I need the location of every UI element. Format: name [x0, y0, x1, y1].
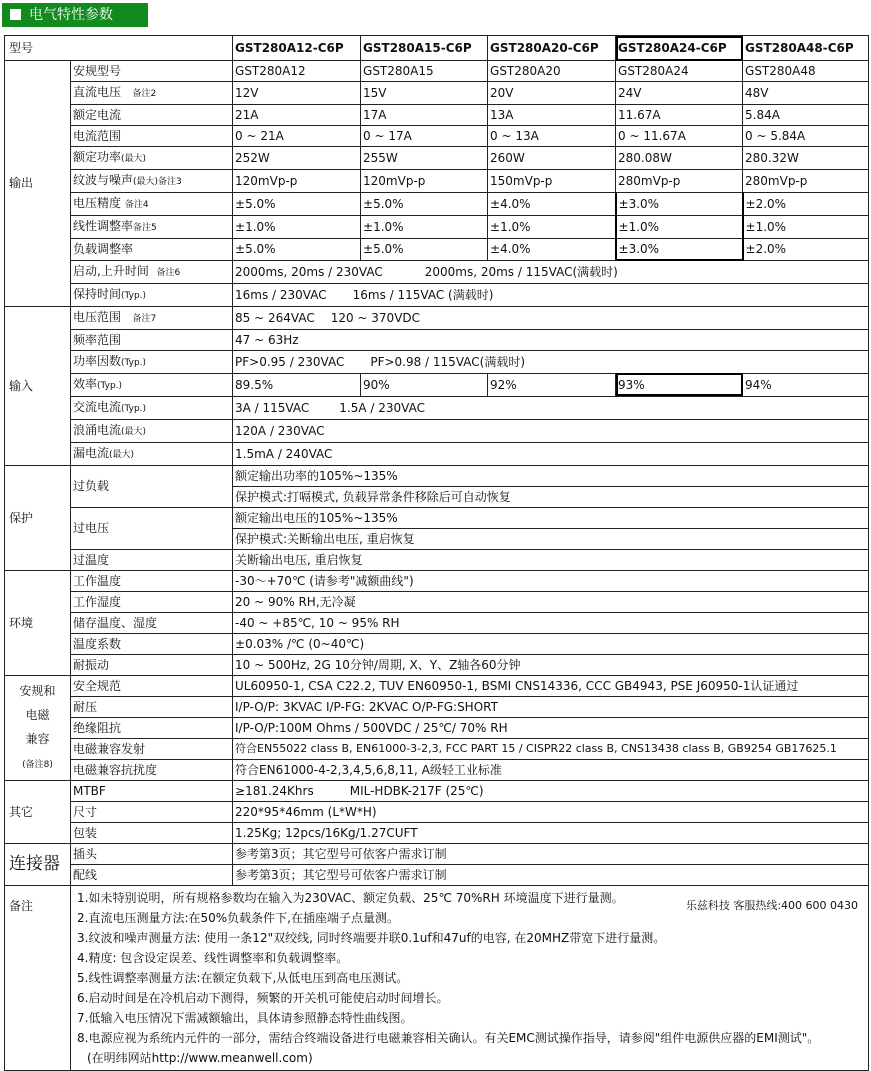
value-cell: 关断输出电压, 重启恢复 [233, 549, 869, 570]
label-note: 备注7 [132, 313, 157, 324]
value-cell: 280mVp-p [616, 170, 743, 193]
value-cell: 89.5% [233, 373, 361, 396]
value-cell: ±4.0% [488, 193, 616, 216]
model-cell: GST280A48-C6P [743, 36, 869, 61]
row-label [71, 170, 233, 193]
row-label [71, 350, 233, 373]
value-cell: 47 ~ 63Hz [233, 329, 869, 350]
value-cell [233, 396, 869, 419]
row-label: 温度系数 [71, 633, 233, 654]
label-text: 直流电压 [73, 85, 122, 99]
row-label [71, 396, 233, 419]
row-label: 绝缘阻抗 [71, 717, 233, 738]
row-label: 过电压 [71, 507, 233, 549]
row-label [71, 216, 233, 239]
value-cell: 13A [488, 105, 616, 126]
model-label: 型号 [5, 36, 233, 61]
value-part: ≥181.24Khrs [235, 783, 314, 798]
value-cell: GST280A12 [233, 61, 361, 82]
value-cell: 保护模式:打嗝模式, 负载异常条件移除后可自动恢复 [233, 486, 869, 507]
row-label: 工作湿度 [71, 591, 233, 612]
label-text: 保持时间 [73, 286, 122, 301]
note-item: 7.低输入电压情况下需减额输出，具体请参照静态特性曲线图。 [77, 1010, 413, 1025]
value-cell: 280mVp-p [743, 170, 869, 193]
row-label: 耐压 [71, 696, 233, 717]
category-safety-emc [5, 675, 71, 780]
section-title: 电气特性参数 [29, 7, 113, 23]
value-cell: ±1.0% [616, 216, 743, 239]
value-cell: 15V [361, 82, 488, 105]
value-cell: GST280A15 [361, 61, 488, 82]
row-label [71, 419, 233, 442]
value-part: 85 ~ 264VAC [235, 310, 315, 325]
label-text: 额定功率 [73, 150, 122, 164]
value-part: 1.5A / 230VAC [339, 400, 425, 415]
value-cell: I/P-O/P: 3KVAC I/P-FG: 2KVAC O/P-FG:SHORT [233, 696, 869, 717]
value-cell: 额定输出功率的105%~135% [233, 465, 869, 486]
label-text: 电压精度 [73, 196, 122, 210]
row-label [71, 442, 233, 465]
value-cell: 252W [233, 147, 361, 170]
row-label: MTBF [71, 780, 233, 801]
value-cell: 参考第3页；其它型号可依客户需求订制 [233, 864, 869, 885]
value-cell: 93% [616, 373, 743, 396]
row-label [71, 82, 233, 105]
label-text: 交流电流 [73, 399, 122, 414]
row-label: 尺寸 [71, 801, 233, 822]
value-cell: 150mVp-p [488, 170, 616, 193]
category-connector: 连接器 [5, 843, 71, 885]
row-label: 包装 [71, 822, 233, 843]
value-cell: 1.5mA / 240VAC [233, 442, 869, 465]
row-label: 负载调整率 [71, 239, 233, 261]
value-cell: ±2.0% [743, 193, 869, 216]
value-cell: 120A / 230VAC [233, 419, 869, 442]
value-cell: ±4.0% [488, 239, 616, 261]
value-part: PF>0.95 / 230VAC [235, 354, 345, 369]
label-note: (Typ.) [121, 290, 147, 301]
category-output: 输出 [5, 61, 71, 307]
value-cell: ±5.0% [233, 239, 361, 261]
value-part: 2000ms, 20ms / 115VAC(满载时) [424, 264, 618, 279]
value-part: PF>0.98 / 115VAC(满载时) [370, 354, 525, 369]
row-label [71, 283, 233, 306]
value-cell: 255W [361, 147, 488, 170]
value-cell: ±5.0% [233, 193, 361, 216]
value-cell: 21A [233, 105, 361, 126]
model-cell: GST280A12-C6P [233, 36, 361, 61]
value-cell: 符合EN55022 class B, EN61000-3-2,3, FCC PART 15 / CISPR22 class B, CNS13438 class B, GB9254 GB17625.1 [233, 738, 869, 759]
model-cell: GST280A24-C6P [616, 36, 743, 61]
label-text: 效率 [73, 376, 98, 391]
value-cell [233, 350, 869, 373]
value-cell: 92% [488, 373, 616, 396]
value-part: 3A / 115VAC [235, 400, 310, 415]
category-note: (备注8) [22, 759, 53, 770]
label-text: 漏电流 [73, 445, 110, 460]
category-environment: 环境 [5, 570, 71, 675]
value-cell: ±3.0% [616, 239, 743, 261]
value-part: 16ms / 230VAC [235, 287, 327, 302]
value-cell: 24V [616, 82, 743, 105]
row-label: 电磁兼容抗扰度 [71, 759, 233, 780]
section-header [2, 3, 148, 27]
value-cell: 5.84A [743, 105, 869, 126]
row-label: 安规型号 [71, 61, 233, 82]
category-line: 安规和 [19, 683, 56, 698]
note-item: (在明纬网站http://www.meanwell.com) [87, 1050, 313, 1065]
row-label: 电磁兼容发射 [71, 738, 233, 759]
value-cell: 120mVp-p [361, 170, 488, 193]
notes-block [71, 885, 869, 1070]
row-label: 耐振动 [71, 654, 233, 675]
value-cell: GST280A48 [743, 61, 869, 82]
value-cell: 11.67A [616, 105, 743, 126]
value-cell: ±5.0% [361, 193, 488, 216]
note-item: 5.线性调整率测量方法:在额定负载下,从低电压到高电压测试。 [77, 970, 409, 985]
row-label: 过负载 [71, 465, 233, 507]
value-cell: ±1.0% [743, 216, 869, 239]
label-note: (Typ.) [97, 380, 123, 391]
value-cell: 保护模式:关断输出电压, 重启恢复 [233, 528, 869, 549]
row-label: 储存温度、湿度 [71, 612, 233, 633]
value-cell: 0 ~ 17A [361, 126, 488, 147]
category-notes: 备注 [5, 885, 71, 1070]
value-cell: GST280A20 [488, 61, 616, 82]
value-cell: 0 ~ 21A [233, 126, 361, 147]
value-cell: 20V [488, 82, 616, 105]
row-label: 额定电流 [71, 105, 233, 126]
value-cell: 0 ~ 5.84A [743, 126, 869, 147]
value-cell: 参考第3页；其它型号可依客户需求订制 [233, 843, 869, 864]
value-cell: 280.32W [743, 147, 869, 170]
value-cell: UL60950-1, CSA C22.2, TUV EN60950-1, BSMI CNS14336, CCC GB4943, PSE J60950-1认证通过 [233, 675, 869, 696]
value-cell: 94% [743, 373, 869, 396]
category-line: 兼容 [25, 731, 50, 746]
value-cell [233, 306, 869, 329]
value-cell: GST280A24 [616, 61, 743, 82]
label-note: (最大)备注3 [133, 177, 182, 187]
value-part: 2000ms, 20ms / 230VAC [235, 264, 383, 279]
label-note: (最大) [121, 154, 147, 164]
row-label [71, 260, 233, 283]
value-cell: 90% [361, 373, 488, 396]
model-row [5, 36, 869, 61]
value-cell: 1.25Kg; 12pcs/16Kg/1.27CUFT [233, 822, 869, 843]
value-cell: 0 ~ 11.67A [616, 126, 743, 147]
note-item: 2.直流电压测量方法:在50%负载条件下,在插座端子点量测。 [77, 910, 399, 925]
model-cell: GST280A15-C6P [361, 36, 488, 61]
hotline-text: 乐兹科技 客服热线:400 600 0430 [685, 898, 859, 912]
note-item: 3.纹波和噪声测量方法: 使用一条12"双绞线, 同时终端要并联0.1uf和47uf的电容, 在20MHZ带宽下进行量测。 [77, 930, 666, 945]
row-label [71, 306, 233, 329]
note-item: 8.电源应视为系统内元件的一部分，需结合终端设备进行电磁兼容相关确认。有关EMC测试操作指导，请参阅"组件电源供应器的EMI测试"。 [77, 1030, 820, 1045]
value-cell: 260W [488, 147, 616, 170]
category-protection: 保护 [5, 465, 71, 570]
label-note: 备注2 [132, 89, 157, 99]
label-note: (Typ.) [121, 357, 147, 368]
label-text: 线性调整率 [73, 219, 134, 233]
value-cell: 120mVp-p [233, 170, 361, 193]
row-label: 插头 [71, 843, 233, 864]
value-cell [233, 260, 869, 283]
label-note: 备注5 [133, 223, 157, 233]
note-item: 6.启动时间是在冷机启动下测得，频繁的开关机可能使启动时间增长。 [77, 990, 449, 1005]
row-label: 频率范围 [71, 329, 233, 350]
label-text: 浪涌电流 [73, 422, 122, 437]
label-note: 备注6 [156, 267, 181, 278]
value-cell: ±0.03% /℃ (0~40℃) [233, 633, 869, 654]
value-cell: 额定输出电压的105%~135% [233, 507, 869, 528]
value-part: 120 ~ 370VDC [330, 310, 421, 325]
value-cell: I/P-O/P:100M Ohms / 500VDC / 25℃/ 70% RH [233, 717, 869, 738]
value-cell [233, 780, 869, 801]
label-note: (最大) [109, 449, 135, 460]
value-cell: 280.08W [616, 147, 743, 170]
label-note: (最大) [121, 426, 147, 437]
value-cell: 符合EN61000-4-2,3,4,5,6,8,11, A级轻工业标准 [233, 759, 869, 780]
row-label [71, 193, 233, 216]
value-cell: ±2.0% [743, 239, 869, 261]
value-cell: 20 ~ 90% RH,无冷凝 [233, 591, 869, 612]
value-cell: 17A [361, 105, 488, 126]
row-label [71, 373, 233, 396]
value-cell: ±1.0% [488, 216, 616, 239]
value-cell: ±5.0% [361, 239, 488, 261]
spec-table [4, 35, 869, 1071]
category-line: 电磁 [25, 707, 50, 722]
value-cell [233, 283, 869, 306]
value-cell: 220*95*46mm (L*W*H) [233, 801, 869, 822]
value-cell: 0 ~ 13A [488, 126, 616, 147]
value-part: 16ms / 115VAC (满载时) [352, 287, 494, 302]
label-text: 功率因数 [73, 353, 122, 368]
label-text: 纹波与噪声 [73, 173, 134, 187]
row-label: 安全规范 [71, 675, 233, 696]
value-cell: 12V [233, 82, 361, 105]
value-cell: 10 ~ 500Hz, 2G 10分钟/周期, X、Y、Z轴各60分钟 [233, 654, 869, 675]
category-input: 输入 [5, 306, 71, 465]
value-cell: -30～+70℃ (请参考"减额曲线") [233, 570, 869, 591]
category-others: 其它 [5, 780, 71, 843]
row-label: 配线 [71, 864, 233, 885]
model-cell: GST280A20-C6P [488, 36, 616, 61]
value-part: MIL-HDBK-217F (25℃) [349, 783, 484, 798]
value-cell: ±3.0% [616, 193, 743, 216]
square-icon [10, 9, 21, 20]
label-text: 启动,上升时间 [73, 263, 149, 278]
label-text: 电压范围 [73, 309, 122, 324]
value-cell: 48V [743, 82, 869, 105]
value-cell: ±1.0% [233, 216, 361, 239]
note-item: 1.如未特别说明，所有规格参数均在输入为230VAC、额定负载、25℃ 70%RH 环境温度下进行量测。 [77, 890, 624, 905]
note-item: 4.精度: 包含设定误差、线性调整率和负载调整率。 [77, 950, 349, 965]
row-label: 工作温度 [71, 570, 233, 591]
value-cell: -40 ~ +85℃, 10 ~ 95% RH [233, 612, 869, 633]
row-label [71, 147, 233, 170]
row-label: 过温度 [71, 549, 233, 570]
label-note: (Typ.) [121, 403, 147, 414]
row-label: 电流范围 [71, 126, 233, 147]
value-cell: ±1.0% [361, 216, 488, 239]
label-note: 备注4 [124, 200, 149, 210]
